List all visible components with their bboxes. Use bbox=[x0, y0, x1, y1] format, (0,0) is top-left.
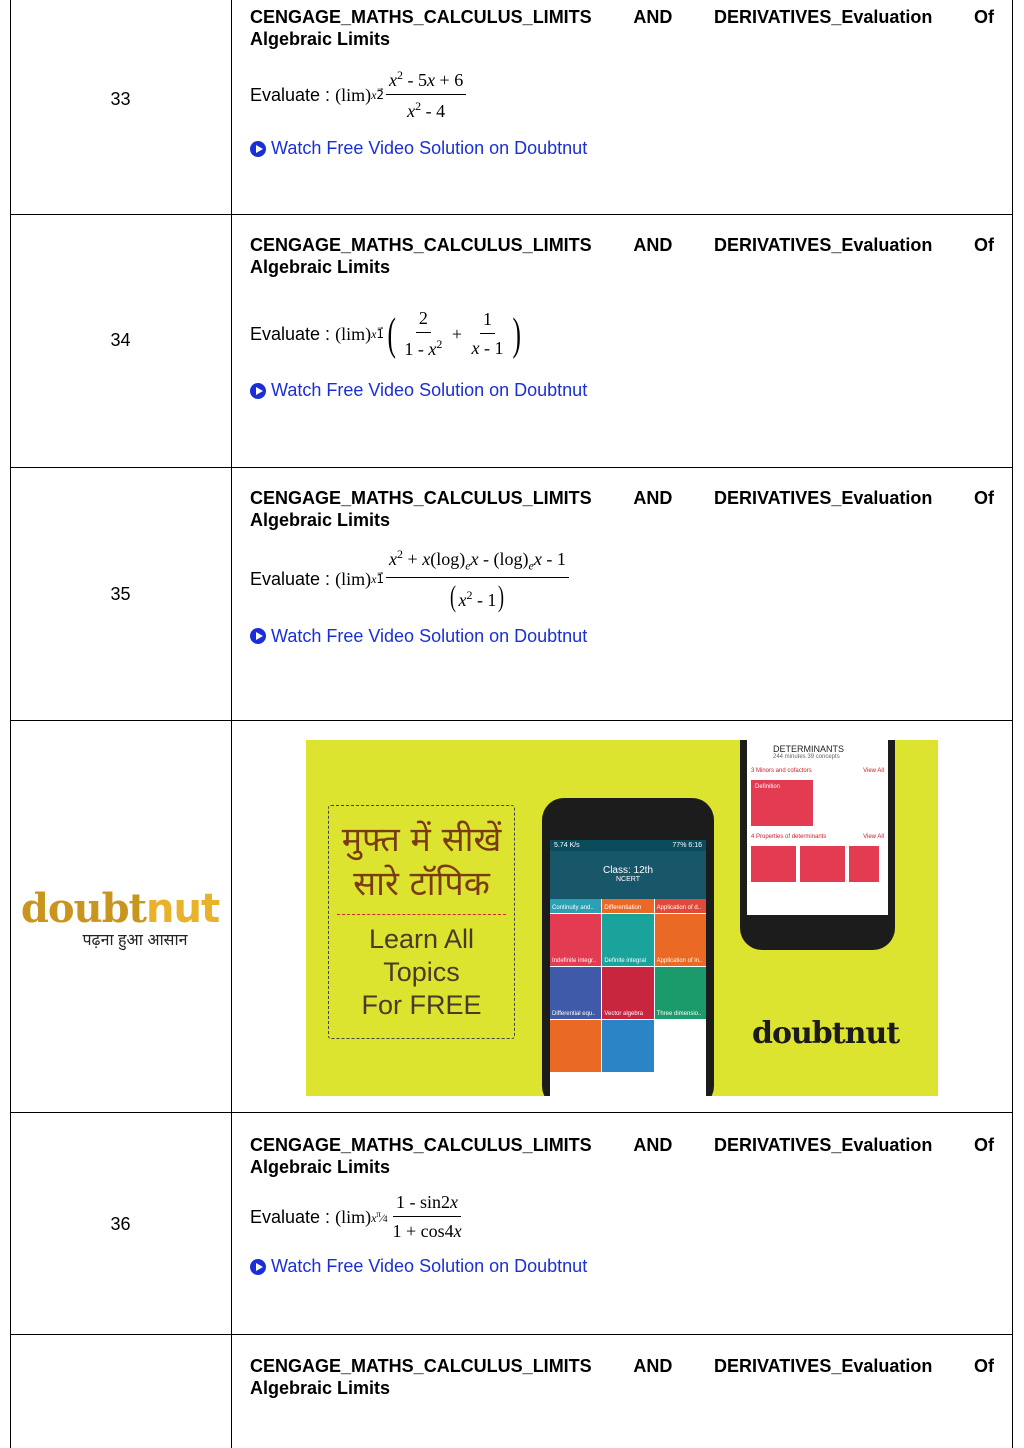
math-expression: (lim) x1⃗ ( $\frac{2}{1 - x^2}$ + $\frac{1}{x - 1}$ ) bbox=[335, 308, 521, 359]
question-number: 35 bbox=[110, 584, 131, 604]
watch-video-link[interactable]: Watch Free Video Solution on Doubtnut bbox=[250, 138, 994, 159]
question-heading: CENGAGE_MATHS_CALCULUS_LIMITS AND DERIVATIVES_Evaluation Of Algebraic Limits bbox=[250, 7, 994, 49]
question-number: 36 bbox=[110, 1214, 131, 1234]
row-divider bbox=[10, 214, 1013, 215]
question-text: Evaluate : (lim) x2⃗ $\frac{x^2 - 5x + 6}{x^2 - 4}$ bbox=[250, 68, 994, 122]
column-divider bbox=[231, 0, 232, 1448]
play-icon bbox=[250, 628, 266, 644]
question-cell bbox=[250, 234, 994, 401]
question-cell bbox=[250, 1134, 994, 1277]
doubtnut-logo: doubtnut पढ़ना हुआ आसान bbox=[20, 885, 220, 949]
math-expression: (lim) $x^\pi⁄4$ $\frac{1 - \sin 2x}{1 + \cos 4x}$ bbox=[335, 1192, 462, 1241]
question-cell bbox=[250, 487, 994, 647]
question-cell bbox=[250, 6, 994, 159]
phone-screen: DETERMINANTS 244 minutes 39 concepts 3 Minors and cofactors View All Definition 4 Properties of determinants View All bbox=[747, 740, 888, 915]
question-number: 33 bbox=[110, 89, 131, 109]
table-border-right bbox=[1012, 0, 1013, 1448]
question-heading: CENGAGE_MATHS_CALCULUS_LIMITS AND DERIVATIVES_Evaluation Of Algebraic Limits bbox=[250, 1356, 994, 1398]
question-number: 34 bbox=[110, 330, 131, 350]
question-cell bbox=[250, 1355, 994, 1399]
watch-video-link[interactable]: Watch Free Video Solution on Doubtnut bbox=[250, 626, 994, 647]
question-text: Evaluate : (lim) x1⃗ $\frac{x^2 + x(\log)_ex - (\log)_ex - 1}{( x^2 - 1)}$ bbox=[250, 547, 994, 612]
question-text: Evaluate : (lim) $x^\pi⁄4$ $\frac{1 - \sin 2x}{1 + \cos 4x}$ bbox=[250, 1192, 994, 1242]
row-divider bbox=[10, 467, 1013, 468]
question-heading: CENGAGE_MATHS_CALCULUS_LIMITS AND DERIVATIVES_Evaluation Of Algebraic Limits bbox=[250, 235, 994, 277]
logo-tagline: पढ़ना हुआ आसान bbox=[82, 932, 188, 949]
row-divider bbox=[10, 720, 1013, 721]
question-text: Evaluate : (lim) x1⃗ ( $\frac{2}{1 - x^2}$ + $\frac{1}{x - 1}$ ) bbox=[250, 308, 994, 360]
question-heading: CENGAGE_MATHS_CALCULUS_LIMITS AND DERIVATIVES_Evaluation Of Algebraic Limits bbox=[250, 488, 994, 530]
phone-screen: 5.74 K/s 77% 6:16 Class: 12th NCERT Continuity and.. Differentiation Application of d.. Indefinite integr.. Definite integral Application of in.. Differential equ.. Vector algebra Three dimensio.. bbox=[550, 840, 706, 1096]
watch-video-link[interactable]: Watch Free Video Solution on Doubtnut bbox=[250, 1256, 994, 1277]
banner-logo: doubtnut bbox=[752, 1016, 900, 1051]
row-divider bbox=[10, 1112, 1013, 1113]
row-divider bbox=[10, 1334, 1013, 1335]
promo-banner[interactable] bbox=[306, 740, 938, 1096]
watch-video-link[interactable]: Watch Free Video Solution on Doubtnut bbox=[250, 380, 994, 401]
question-heading: CENGAGE_MATHS_CALCULUS_LIMITS AND DERIVATIVES_Evaluation Of Algebraic Limits bbox=[250, 1135, 994, 1177]
table bbox=[10, 0, 1013, 1448]
play-icon bbox=[250, 141, 266, 157]
play-icon bbox=[250, 1259, 266, 1275]
math-expression: (lim) x2⃗ $\frac{x^2 - 5x + 6}{x^2 - 4}$ bbox=[335, 68, 468, 122]
promo-text-box: मुफ्त में सीखें सारे टॉपिक Learn All Topics For FREE bbox=[328, 805, 515, 1039]
play-icon bbox=[250, 383, 266, 399]
math-expression: (lim) x1⃗ $\frac{x^2 + x(\log)_ex - (\log)_ex - 1}{( x^2 - 1)}$ bbox=[335, 547, 571, 612]
